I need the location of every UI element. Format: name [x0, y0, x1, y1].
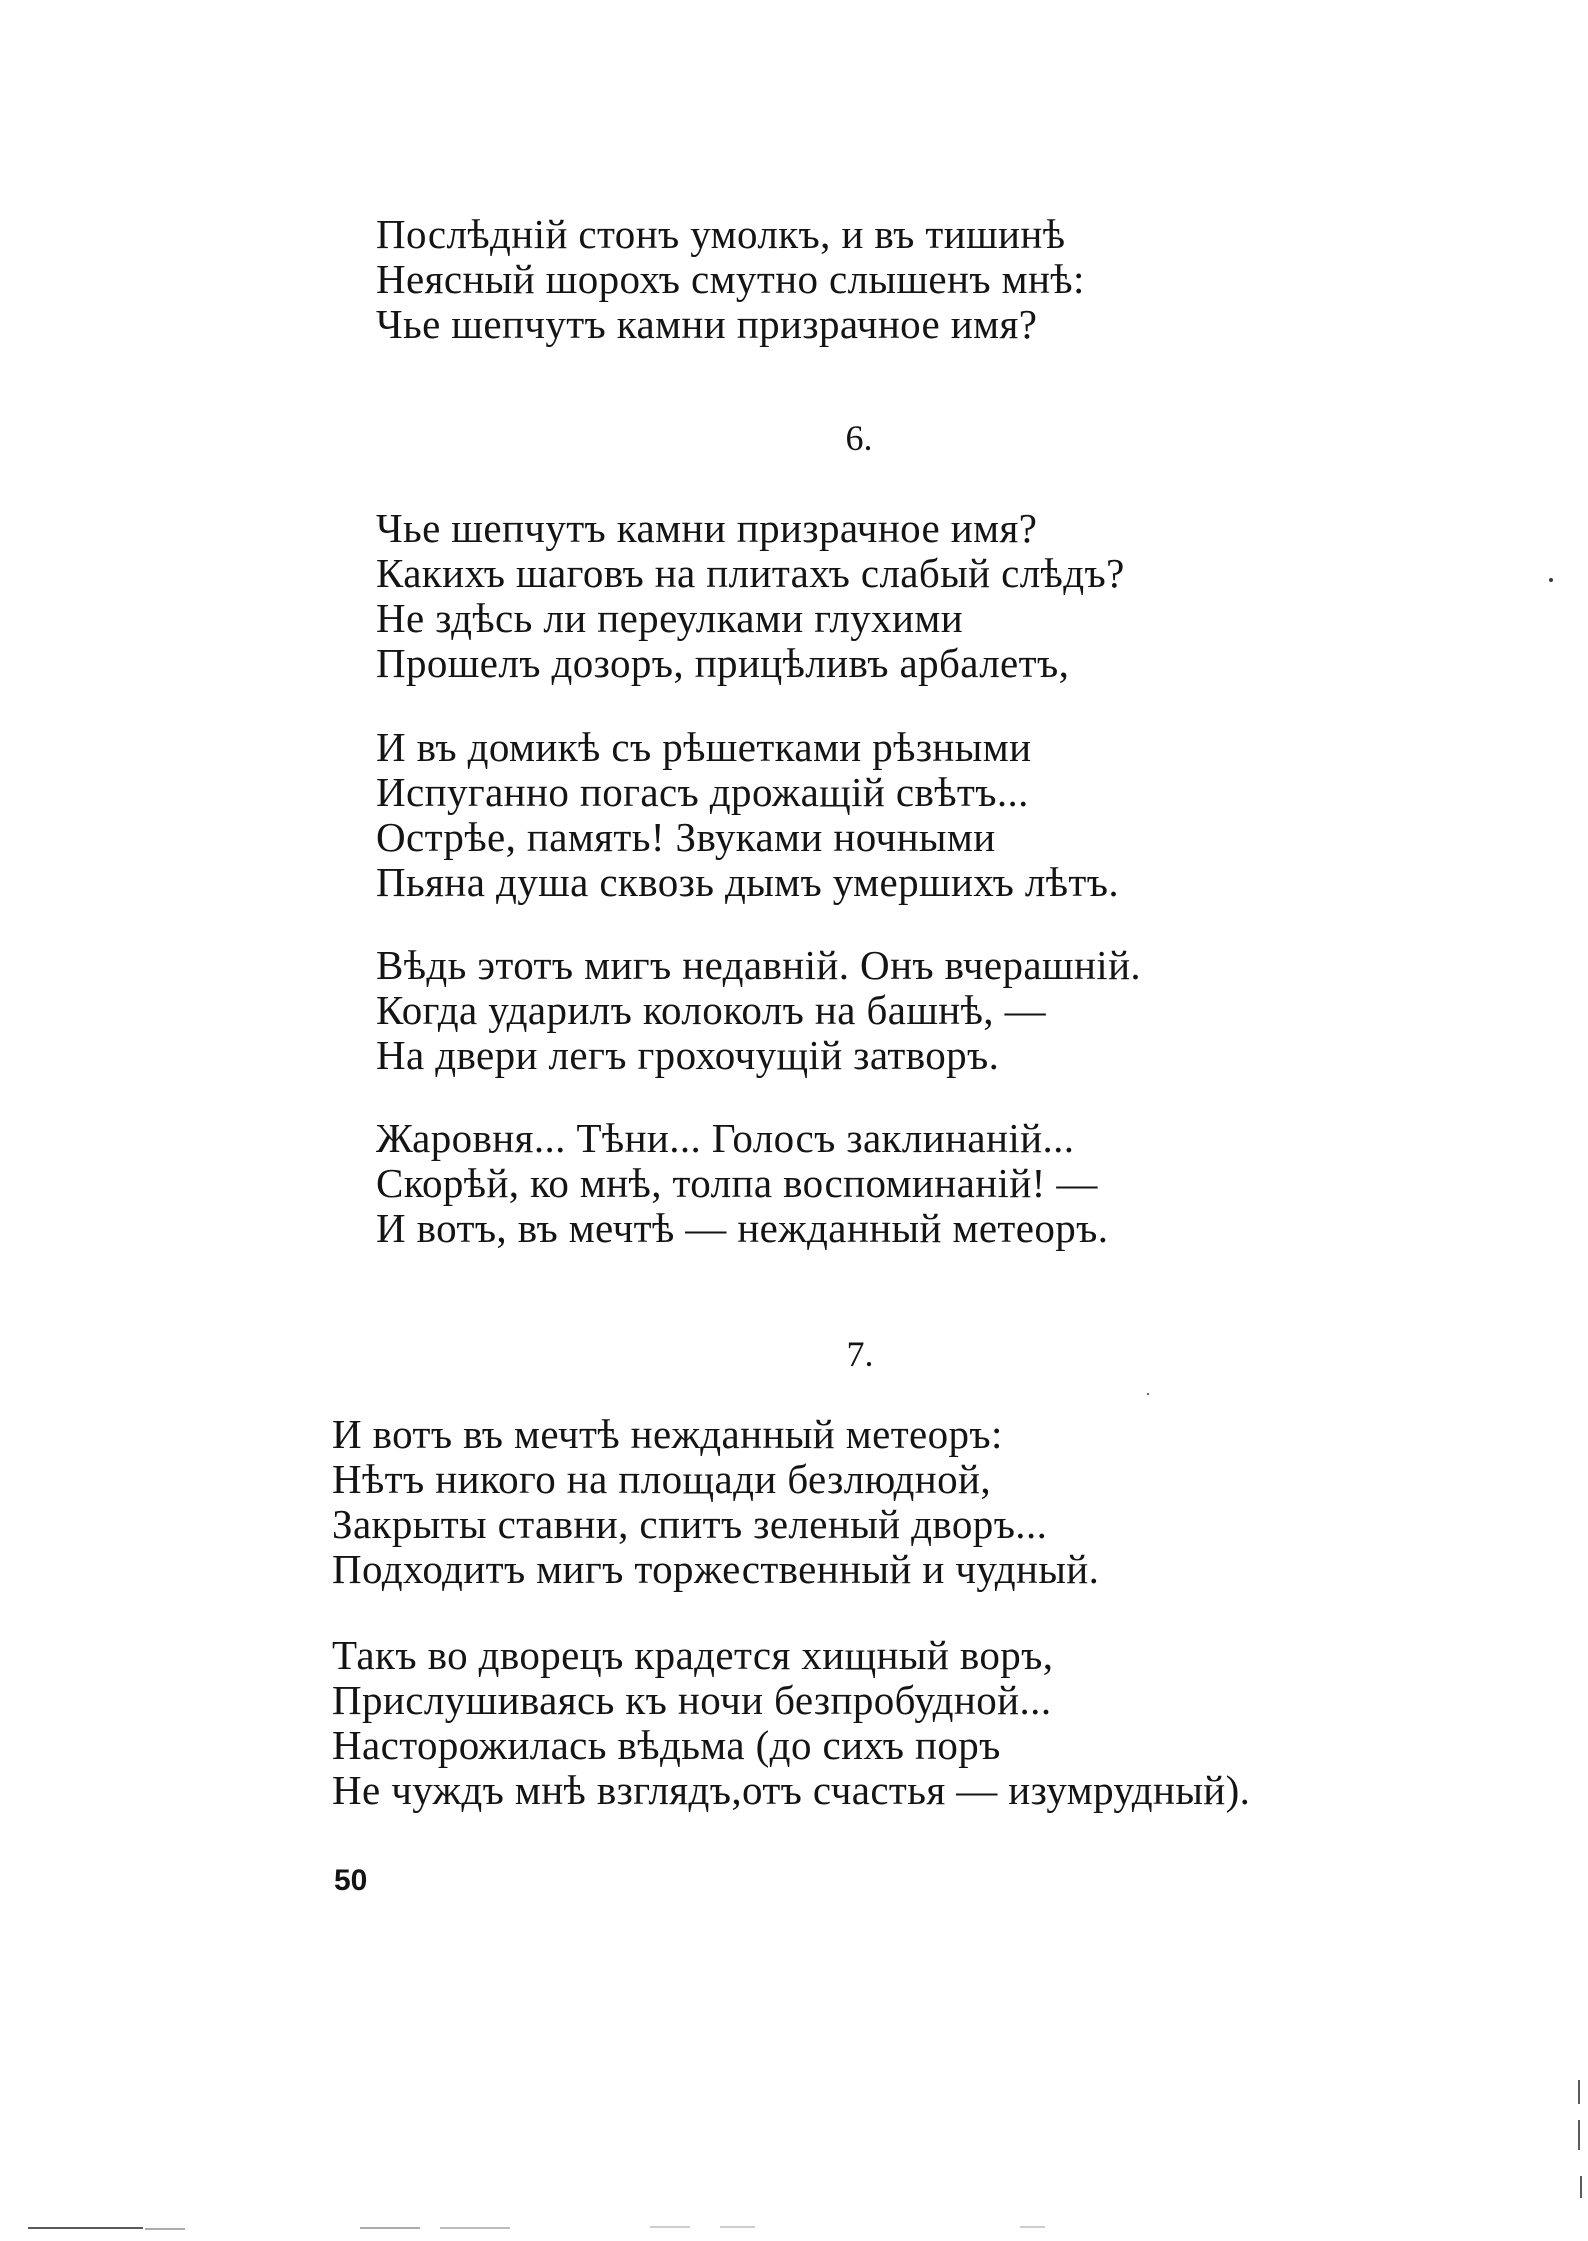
poem-line: И въ домикѣ съ рѣшетками рѣзными: [376, 724, 1032, 770]
poem-line: Какихъ шаговъ на плитахъ слабый слѣдъ?: [376, 550, 1125, 596]
scan-edge-mark: [360, 2227, 420, 2229]
section-number-6: 6.: [845, 418, 873, 458]
scan-edge-mark: [1580, 2176, 1582, 2198]
poem-line: Неясный шорохъ смутно слышенъ мнѣ:: [376, 256, 1085, 302]
scan-edge-mark: [1578, 2080, 1580, 2104]
scan-edge-mark: [145, 2228, 185, 2230]
poem-line: Чье шепчутъ камни призрачное имя?: [376, 505, 1038, 551]
section-6-stanza-4: [376, 1116, 1108, 1251]
poem-line: Такъ во дворецъ крадется хищный воръ,: [332, 1632, 1054, 1678]
scan-edge-mark: [1020, 2226, 1045, 2228]
poem-line: И вотъ, въ мечтѣ — нежданный метеоръ.: [376, 1205, 1109, 1251]
scan-edge-mark: [720, 2226, 755, 2228]
scan-edge-mark: [28, 2227, 143, 2229]
scan-edge-mark: [650, 2226, 690, 2228]
page-number: 50: [334, 1864, 368, 1897]
section-6-stanza-2: [376, 725, 1119, 905]
poem-line: Жаровня... Тѣни... Голосъ заклинаній...: [376, 1115, 1075, 1161]
poem-line: Не здѣсь ли переулками глухими: [376, 595, 964, 641]
intro-stanza: [376, 212, 1085, 347]
poem-line: Скорѣй, ко мнѣ, толпа воспоминаній! —: [376, 1160, 1098, 1206]
section-7-stanza-1: [332, 1412, 1099, 1592]
poem-line: Когда ударилъ колоколъ на башнѣ, —: [376, 987, 1047, 1033]
section-6-stanza-3: [376, 943, 1141, 1078]
section-7-stanza-2: [332, 1633, 1250, 1813]
poem-line: Нѣтъ никого на площади безлюдной,: [332, 1456, 992, 1502]
poem-line: И вотъ въ мечтѣ нежданный метеоръ:: [332, 1411, 1003, 1457]
poem-line: Пьяна душа сквозь дымъ умершихъ лѣтъ.: [376, 859, 1119, 905]
section-6-stanza-1: [376, 506, 1125, 686]
poem-line: Подходитъ мигъ торжественный и чудный.: [332, 1546, 1100, 1592]
section-number-7: 7.: [846, 1334, 874, 1374]
poem-line: Закрыты ставни, спитъ зеленый дворъ...: [332, 1501, 1048, 1547]
poem-line: Испуганно погасъ дрожащій свѣтъ...: [376, 769, 1029, 815]
poem-line: Чье шепчутъ камни призрачное имя?: [376, 301, 1038, 347]
poem-line: Насторожилась вѣдьма (до сихъ поръ: [332, 1722, 1001, 1768]
poem-line: Послѣдній стонъ умолкъ, и въ тишинѣ: [376, 211, 1066, 257]
poem-line: Не чуждъ мнѣ взглядъ,отъ счастья — изумрудный).: [332, 1767, 1251, 1813]
scan-speck: [1147, 1393, 1149, 1395]
scan-edge-mark: [1578, 2120, 1580, 2150]
poem-line: Вѣдь этотъ мигъ недавній. Онъ вчерашній.: [376, 942, 1142, 988]
poem-line: Прислушиваясь къ ночи безпробудной...: [332, 1677, 1052, 1723]
poem-line: Прошелъ дозоръ, прицѣливъ арбалетъ,: [376, 640, 1070, 686]
scan-edge-mark: [440, 2227, 510, 2229]
scan-speck: [1549, 578, 1553, 582]
poem-line: Острѣе, память! Звуками ночными: [376, 814, 996, 860]
poem-line: На двери легъ грохочущій затворъ.: [376, 1032, 1000, 1078]
